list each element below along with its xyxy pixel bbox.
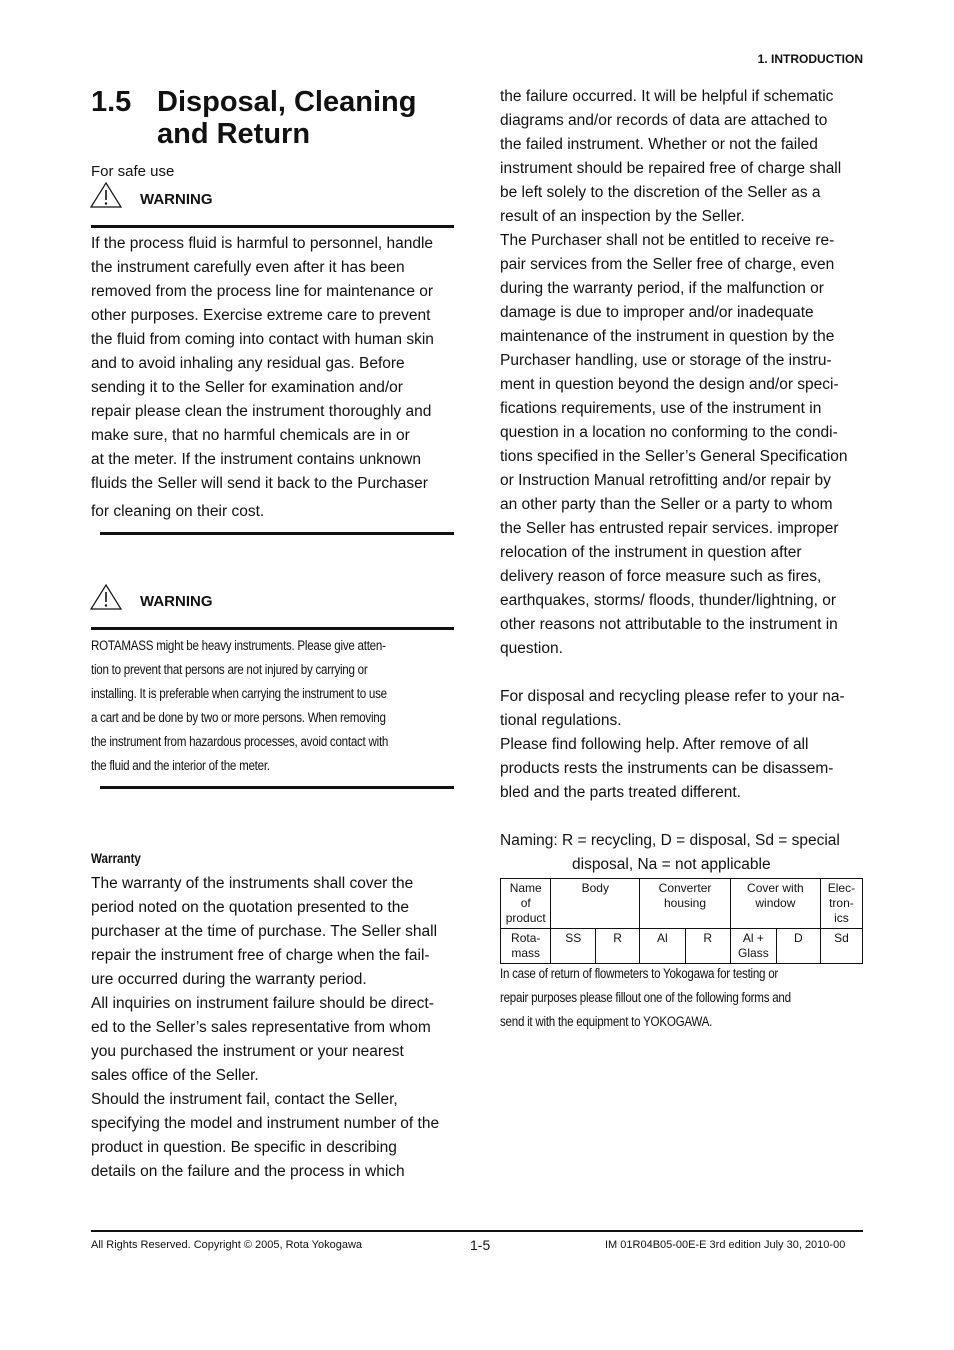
cell-line: Elec-: [827, 881, 856, 895]
divider: [100, 786, 454, 789]
text-line: specifying the model and instrument number of the: [91, 1115, 440, 1132]
cell-line: housing: [663, 896, 707, 910]
text-line: instrument should be repaired free of charge shall: [500, 160, 842, 177]
text-line: maintenance of the instrument in question by the: [500, 328, 835, 345]
text-line: installing. It is preferable when carrying the instrument to use: [91, 686, 387, 701]
text-line: the fluid from coming into contact with human skin: [91, 331, 434, 348]
cell-line: Name: [509, 881, 542, 895]
text-line: result of an inspection by the Seller.: [500, 208, 745, 225]
section-title: [91, 86, 416, 150]
text-line: bled and the parts treated different.: [500, 784, 741, 801]
text-line: an other party than the Seller or a party to whom: [500, 496, 833, 513]
text-line: Should the instrument fail, contact the Seller,: [91, 1091, 398, 1108]
divider: [91, 627, 454, 630]
text-line: product in question. Be specific in describing: [91, 1139, 397, 1156]
disposal-table: [500, 878, 863, 964]
cell-line: window: [755, 896, 796, 910]
text-line: If the process fluid is harmful to personnel, handle: [91, 235, 434, 252]
divider: [100, 532, 454, 535]
text-line: be left solely to the discretion of the Seller as a: [500, 184, 821, 201]
table-header-cell: [501, 879, 551, 929]
cell-line: tron-: [829, 896, 854, 910]
table-cell: [730, 929, 776, 964]
text-line: ure occurred during the warranty period.: [91, 971, 367, 988]
table-row: [501, 929, 863, 964]
warning-triangle-icon: [89, 181, 123, 209]
section-title-line2: and Return: [157, 118, 311, 150]
warning-label: WARNING: [140, 191, 213, 208]
text-line: fications requirements, use of the instrument in: [500, 400, 822, 417]
warranty-heading: Warranty: [91, 851, 141, 866]
naming-legend-cont: disposal, Na = not applicable: [572, 856, 771, 873]
naming-legend: Naming: R = recycling, D = disposal, Sd = special: [500, 832, 840, 849]
text-line: a cart and be done by two or more persons. When removing: [91, 710, 386, 725]
text-line: purchaser at the time of purchase. The Seller shall: [91, 923, 438, 940]
table-cell: [501, 929, 551, 964]
table-header-cell: [551, 879, 640, 929]
text-line: the fluid and the interior of the meter.: [91, 758, 270, 773]
text-line: All inquiries on instrument failure should be direct-: [91, 995, 434, 1012]
cell-line: Rota-: [511, 931, 541, 945]
text-line: delivery reason of force measure such as fires,: [500, 568, 822, 585]
text-line: The warranty of the instruments shall cover the: [91, 875, 414, 892]
text-line: relocation of the instrument in question after: [500, 544, 802, 561]
table-header-cell: [820, 879, 862, 929]
text-line: you purchased the instrument or your nearest: [91, 1043, 404, 1060]
text-line: tions specified in the Seller’s General Specification: [500, 448, 848, 465]
cell-line: mass: [511, 946, 541, 960]
cell-line: Al +: [742, 931, 764, 945]
text-line: ed to the Seller’s sales representative from whom: [91, 1019, 431, 1036]
text-line: products rests the instruments can be disassem-: [500, 760, 834, 777]
table-header-cell: [730, 879, 820, 929]
cell-line: Cover with: [747, 881, 804, 895]
copyright: All Rights Reserved. Copyright © 2005, Rota Yokogawa: [91, 1239, 363, 1251]
warning-label: WARNING: [140, 593, 213, 610]
text-line: For disposal and recycling please refer to your na-: [500, 688, 845, 705]
divider: [91, 225, 454, 228]
chapter-header: 1. INTRODUCTION: [757, 52, 863, 66]
text-line: earthquakes, storms/ floods, thunder/lightning, or: [500, 592, 837, 609]
text-line: ment in question beyond the design and/or speci-: [500, 376, 839, 393]
text-line: period noted on the quotation presented to the: [91, 899, 409, 916]
text-line: damage is due to improper and/or inadequate: [500, 304, 814, 321]
table-cell: Sd: [820, 929, 862, 964]
text-line: sales office of the Seller.: [91, 1067, 259, 1084]
cell-line: product: [505, 911, 546, 925]
table-header-row: [501, 879, 863, 929]
warning-triangle-icon: [89, 583, 123, 611]
text-line: question in a location no conforming to the condi-: [500, 424, 838, 441]
text-line: other reasons not attributable to the instrument in: [500, 616, 838, 633]
text-line: the instrument carefully even after it has been: [91, 259, 405, 276]
table-header-cell: [640, 879, 731, 929]
heavy-instrument-warning-text: [91, 634, 452, 778]
safe-use-label: For safe use: [91, 163, 175, 180]
cell-line: ics: [834, 911, 849, 925]
text-line: fluids the Seller will send it back to the Purchaser: [91, 475, 428, 492]
footer-divider: [91, 1230, 863, 1232]
text-line: The Purchaser shall not be entitled to receive re-: [500, 232, 835, 249]
text-line: for cleaning on their cost.: [91, 503, 265, 520]
text-line: question.: [500, 640, 563, 657]
text-line: or Instruction Manual retrofitting and/or repair by: [500, 472, 831, 489]
text-line: In case of return of flowmeters to Yokogawa for testing or: [500, 966, 779, 981]
text-line: repair purposes please fillout one of the following forms and: [500, 990, 791, 1005]
cell-line: Body: [581, 881, 609, 895]
text-line: repair the instrument free of charge when the fail-: [91, 947, 430, 964]
cell-line: of: [520, 896, 531, 910]
text-line: tion to prevent that persons are not injured by carrying or: [91, 662, 368, 677]
text-line: diagrams and/or records of data are attached to: [500, 112, 828, 129]
section-title-line1: Disposal, Cleaning: [157, 86, 417, 118]
text-line: details on the failure and the process in which: [91, 1163, 405, 1180]
table-cell: Al: [640, 929, 685, 964]
warranty-continued-text: [500, 85, 870, 877]
text-line: ROTAMASS might be heavy instruments. Please give atten-: [91, 638, 386, 653]
warranty-text: [91, 872, 461, 1184]
table-cell: D: [776, 929, 820, 964]
text-line: Please find following help. After remove of all: [500, 736, 809, 753]
section-number: 1.5: [91, 86, 132, 118]
text-line: tional regulations.: [500, 712, 622, 729]
text-line: make sure, that no harmful chemicals are in or: [91, 427, 410, 444]
warning-text: [91, 232, 461, 524]
text-line: repair please clean the instrument thoroughly and: [91, 403, 432, 420]
text-line: pair services from the Seller free of charge, even: [500, 256, 835, 273]
text-line: Purchaser handling, use or storage of the instru-: [500, 352, 832, 369]
page-number: 1-5: [470, 1237, 491, 1253]
cell-line: Converter: [658, 881, 712, 895]
table-cell: SS: [551, 929, 596, 964]
text-line: the failed instrument. Whether or not the failed: [500, 136, 818, 153]
text-line: at the meter. If the instrument contains unknown: [91, 451, 421, 468]
table-cell: R: [685, 929, 730, 964]
document-id: IM 01R04B05-00E-E 3rd edition July 30, 2010-00: [605, 1239, 846, 1251]
text-line: sending it to the Seller for examination and/or: [91, 379, 403, 396]
text-line: the failure occurred. It will be helpful if schematic: [500, 88, 834, 105]
table-cell: R: [596, 929, 640, 964]
text-line: send it with the equipment to YOKOGAWA.: [500, 1014, 713, 1029]
cell-line: Glass: [738, 946, 769, 960]
text-line: and to avoid inhaling any residual gas. Before: [91, 355, 405, 372]
text-line: the instrument from hazardous processes, avoid contact with: [91, 734, 389, 749]
text-line: during the warranty period, if the malfunction or: [500, 280, 824, 297]
return-instructions: [500, 962, 861, 1034]
text-line: the Seller has entrusted repair services. improper: [500, 520, 839, 537]
text-line: other purposes. Exercise extreme care to prevent: [91, 307, 431, 324]
text-line: removed from the process line for maintenance or: [91, 283, 434, 300]
